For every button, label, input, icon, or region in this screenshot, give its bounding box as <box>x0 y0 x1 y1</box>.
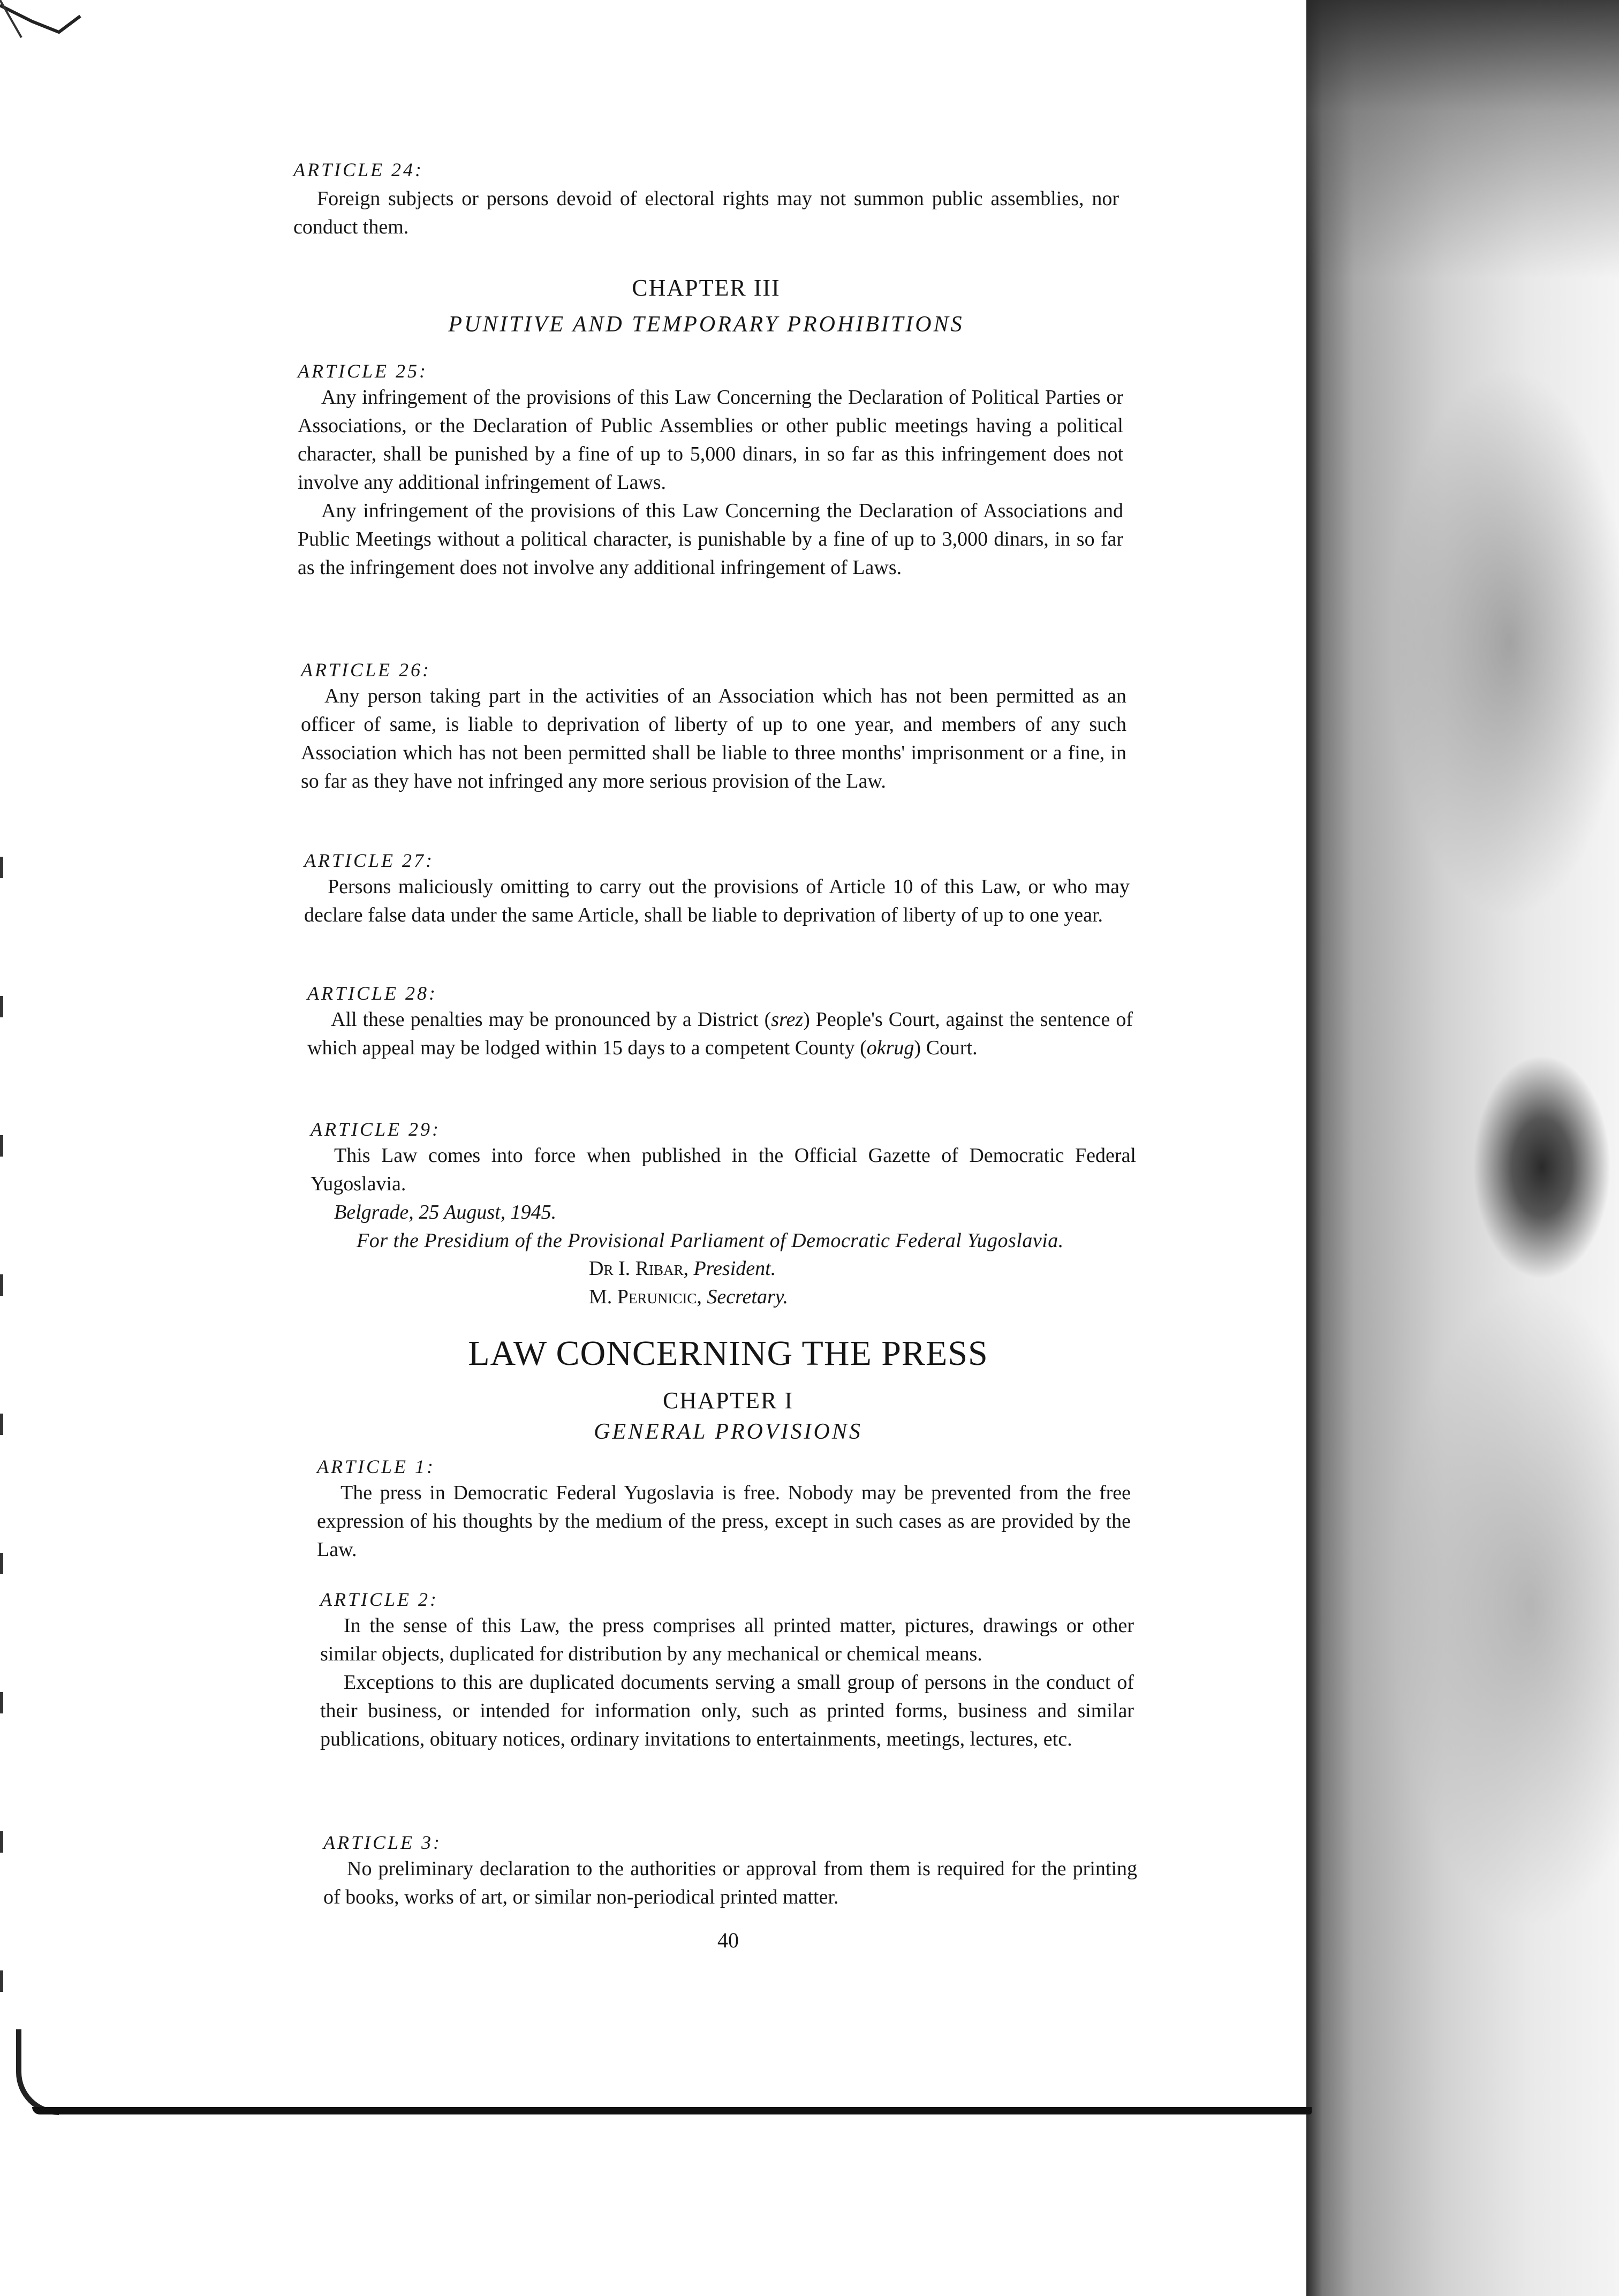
article-3-text <box>323 1855 1137 1912</box>
article-28-heading: ARTICLE 28: <box>307 983 438 1004</box>
signatory-title: Secretary. <box>707 1286 789 1308</box>
article-2-heading: ARTICLE 2: <box>320 1589 439 1610</box>
chapter-title: GENERAL PROVISIONS <box>594 1419 863 1444</box>
paragraph: Any infringement of the provisions of this Law Concerning the Declaration of Associations and Public Meetings without a political character, is punishable by a fine of up to 3,000 dinars, in so far as the infringement does not involve any additional infringement of Laws. <box>298 500 1123 579</box>
chapter-heading: CHAPTER I <box>662 1387 794 1414</box>
law-title: LAW CONCERNING THE PRESS <box>468 1334 988 1373</box>
article-27-text <box>304 873 1130 930</box>
article-2-text <box>320 1612 1134 1754</box>
article-29-heading: ARTICLE 29: <box>311 1119 441 1140</box>
article-28-text <box>307 1006 1133 1062</box>
text-run: All these penalties may be pronounced by a District ( <box>331 1008 771 1031</box>
paragraph: Foreign subjects or persons devoid of electoral rights may not summon public assemblies, nor conduct them. <box>293 187 1119 238</box>
paragraph: Any infringement of the provisions of this Law Concerning the Declaration of Political Parties or Associations, or the Declaration of Public Assemblies or other public meetings having a political character, shall be punished by a fine of up to 5,000 dinars, in so far as this infringement does not involve any additional infringement of Laws. <box>298 386 1123 494</box>
signatory-name: Dr I. Ribar, <box>589 1257 689 1280</box>
signatory-title: President. <box>693 1257 776 1280</box>
term-srez: srez <box>771 1008 804 1031</box>
paragraph: In the sense of this Law, the press comprises all printed matter, pictures, drawings or other similar objects, duplicated for distribution by any mechanical or chemical means. <box>320 1614 1134 1665</box>
paragraph: The press in Democratic Federal Yugoslavia is free. Nobody may be prevented from the free expression of his thoughts by the medium of the press, except in such cases as are provided by the Law. <box>317 1482 1131 1561</box>
paragraph: This Law comes into force when published in the Official Gazette of Democratic Federal Yugoslavia. <box>311 1144 1136 1195</box>
article-1-heading: ARTICLE 1: <box>317 1456 436 1477</box>
paragraph <box>307 1006 1133 1062</box>
chapter-title: PUNITIVE AND TEMPORARY PROHIBITIONS <box>448 312 964 337</box>
chapter-heading: CHAPTER III <box>632 275 781 301</box>
article-29-text <box>311 1142 1136 1198</box>
page-curl <box>16 2029 59 2115</box>
signature-president <box>589 1255 1124 1283</box>
article-26-heading: ARTICLE 26: <box>301 659 432 681</box>
place-date: Belgrade, 25 August, 1945. <box>334 1201 557 1223</box>
article-27-heading: ARTICLE 27: <box>304 850 435 871</box>
page-bottom-edge <box>32 2107 1312 2114</box>
article-1-text <box>317 1479 1131 1564</box>
scanner-shadow <box>1306 0 1619 2296</box>
text-run: ) Court. <box>914 1037 978 1059</box>
text-run: ) People's Court, against the sentence of which appeal may be lodged within 15 days to a competent County ( <box>307 1008 1133 1059</box>
paragraph: Any person taking part in the activities of an Association which has not been permitted as an officer of same, is liable to deprivation of liberty of up to one year, and members of any such Association which has not been permitted shall be liable to three months' imprisonment or a fine, in so far as they have not infringed any more serious provision of the Law. <box>301 685 1126 792</box>
article-24-heading: ARTICLE 24: <box>293 159 424 180</box>
scanner-shadow-top <box>1306 0 1619 278</box>
article-3-heading: ARTICLE 3: <box>323 1832 442 1853</box>
paragraph: No preliminary declaration to the authorities or approval from them is required for the printing of books, works of art, or similar non-periodical printed matter. <box>323 1857 1137 1908</box>
article-26-text <box>301 682 1126 796</box>
signatory-name: M. Perunicic, <box>589 1286 702 1308</box>
signature-secretary <box>589 1283 1124 1311</box>
term-okrug: okrug <box>866 1037 914 1059</box>
margin-marks <box>0 857 3 2088</box>
paragraph: Exceptions to this are duplicated documents serving a small group of persons in the conduct of their business, or intended for information only, such as printed forms, business and similar publications, obituary notices, ordinary invitations to entertainments, meetings, lectures, etc. <box>320 1671 1134 1750</box>
article-25-text <box>298 383 1123 582</box>
page-corner-fold <box>0 0 86 48</box>
article-24-text <box>293 185 1119 241</box>
article-25-heading: ARTICLE 25: <box>298 360 428 382</box>
presidium-line: For the Presidium of the Provisional Parliament of Democratic Federal Yugoslavia. <box>357 1229 1064 1252</box>
paragraph: Persons maliciously omitting to carry out the provisions of Article 10 of this Law, or who may declare false data under the same Article, shall be liable to deprivation of liberty of up to one year. <box>304 875 1130 926</box>
page-number: 40 <box>717 1928 739 1952</box>
